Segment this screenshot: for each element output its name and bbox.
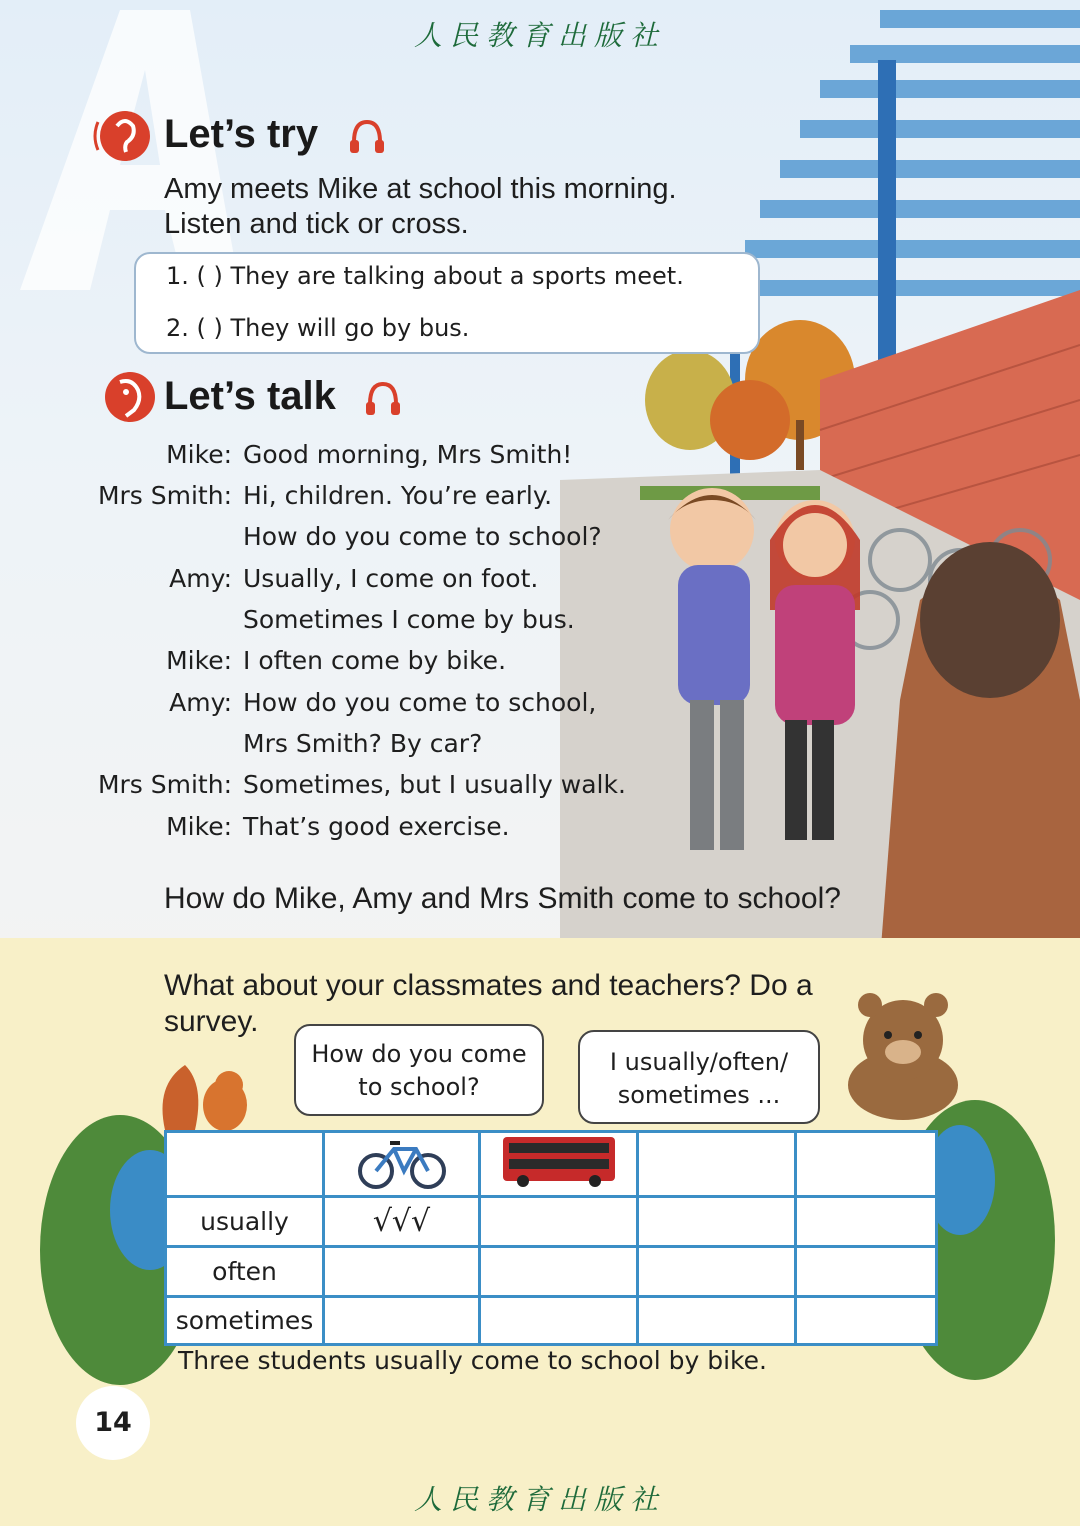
table-row <box>166 1297 937 1345</box>
header-cell-bike <box>324 1132 480 1197</box>
table-header-row <box>166 1132 937 1197</box>
survey-prompt-line-1: What about your classmates and teachers? Do a <box>164 969 813 1002</box>
dialogue-line: How do you come to school? <box>243 522 602 551</box>
table-cell[interactable] <box>638 1197 796 1247</box>
speaker-label: Amy: <box>169 564 232 593</box>
table-cell[interactable] <box>324 1297 480 1345</box>
lets-try-instruction-2: Listen and tick or cross. <box>164 208 469 240</box>
header-cell-bus <box>480 1132 638 1197</box>
dialogue-line: Usually, I come on foot. <box>243 564 539 593</box>
speaker-label: Mike: <box>166 646 232 675</box>
dialogue-line: Good morning, Mrs Smith! <box>243 440 573 469</box>
lets-talk-title: Let’s talk <box>164 374 336 418</box>
bubble-text: I usually/often/ <box>609 1048 789 1076</box>
table-row <box>166 1197 937 1247</box>
question-box <box>134 252 760 354</box>
table-cell[interactable] <box>638 1297 796 1345</box>
table-cell[interactable] <box>480 1297 638 1345</box>
bubble-text: sometimes ... <box>617 1081 781 1109</box>
dialogue-line: Sometimes I come by bus. <box>243 605 575 634</box>
header-empty-cell <box>166 1132 324 1197</box>
speaker-label: Mrs Smith: <box>97 770 232 799</box>
question-1: 1. ( ) They are talking about a sports meet. <box>166 262 684 290</box>
survey-summary: Three students usually come to school by bike. <box>178 1346 767 1375</box>
question-speech-bubble <box>294 1024 544 1116</box>
page-number: 14 <box>76 1386 150 1460</box>
publisher-header: 人民教育出版社 <box>413 19 666 52</box>
talk-face-icon <box>102 370 158 424</box>
answer-speech-bubble <box>578 1030 820 1124</box>
bus-icon <box>497 1133 621 1189</box>
dialogue-line: Hi, children. You’re early. <box>243 481 553 510</box>
table-cell[interactable] <box>796 1297 937 1345</box>
table-cell[interactable]: √√√ <box>324 1197 480 1247</box>
table-cell[interactable] <box>480 1247 638 1297</box>
question-2: 2. ( ) They will go by bus. <box>166 314 470 342</box>
dialogue-line: Mrs Smith? By car? <box>243 729 483 758</box>
survey-prompt-line-2: survey. <box>164 1005 259 1038</box>
speaker-label: Mrs Smith: <box>97 481 232 510</box>
table-cell[interactable] <box>796 1197 937 1247</box>
survey-table <box>164 1130 938 1346</box>
squirrel-illustration <box>155 1055 265 1135</box>
header-empty-cell <box>638 1132 796 1197</box>
bubble-text: to school? <box>358 1073 480 1101</box>
lets-try-instruction-1: Amy meets Mike at school this morning. <box>164 173 677 205</box>
bear-illustration <box>828 990 978 1120</box>
headphones-icon[interactable] <box>362 378 404 420</box>
row-label: sometimes <box>166 1297 324 1345</box>
bike-icon <box>354 1133 450 1189</box>
comprehension-question: How do Mike, Amy and Mrs Smith come to school? <box>164 882 841 915</box>
table-cell[interactable] <box>796 1247 937 1297</box>
dialogue-line: I often come by bike. <box>243 646 507 675</box>
dialogue-line: That’s good exercise. <box>243 812 510 841</box>
table-row <box>166 1247 937 1297</box>
table-cell[interactable] <box>324 1247 480 1297</box>
speaker-label: Mike: <box>166 440 232 469</box>
bubble-text: How do you come <box>311 1040 527 1068</box>
table-cell[interactable] <box>480 1197 638 1247</box>
speaker-label: Mike: <box>166 812 232 841</box>
dialogue-line: Sometimes, but I usually walk. <box>243 770 626 799</box>
header-empty-cell <box>796 1132 937 1197</box>
publisher-footer: 人民教育出版社 <box>413 1483 666 1516</box>
row-label: usually <box>166 1197 324 1247</box>
table-cell[interactable] <box>638 1247 796 1297</box>
row-label: often <box>166 1247 324 1297</box>
headphones-icon[interactable] <box>346 116 388 158</box>
lets-try-title: Let’s try <box>164 112 319 156</box>
listen-ear-icon <box>92 108 154 164</box>
speaker-label: Amy: <box>169 688 232 717</box>
dialogue-line: How do you come to school, <box>243 688 597 717</box>
